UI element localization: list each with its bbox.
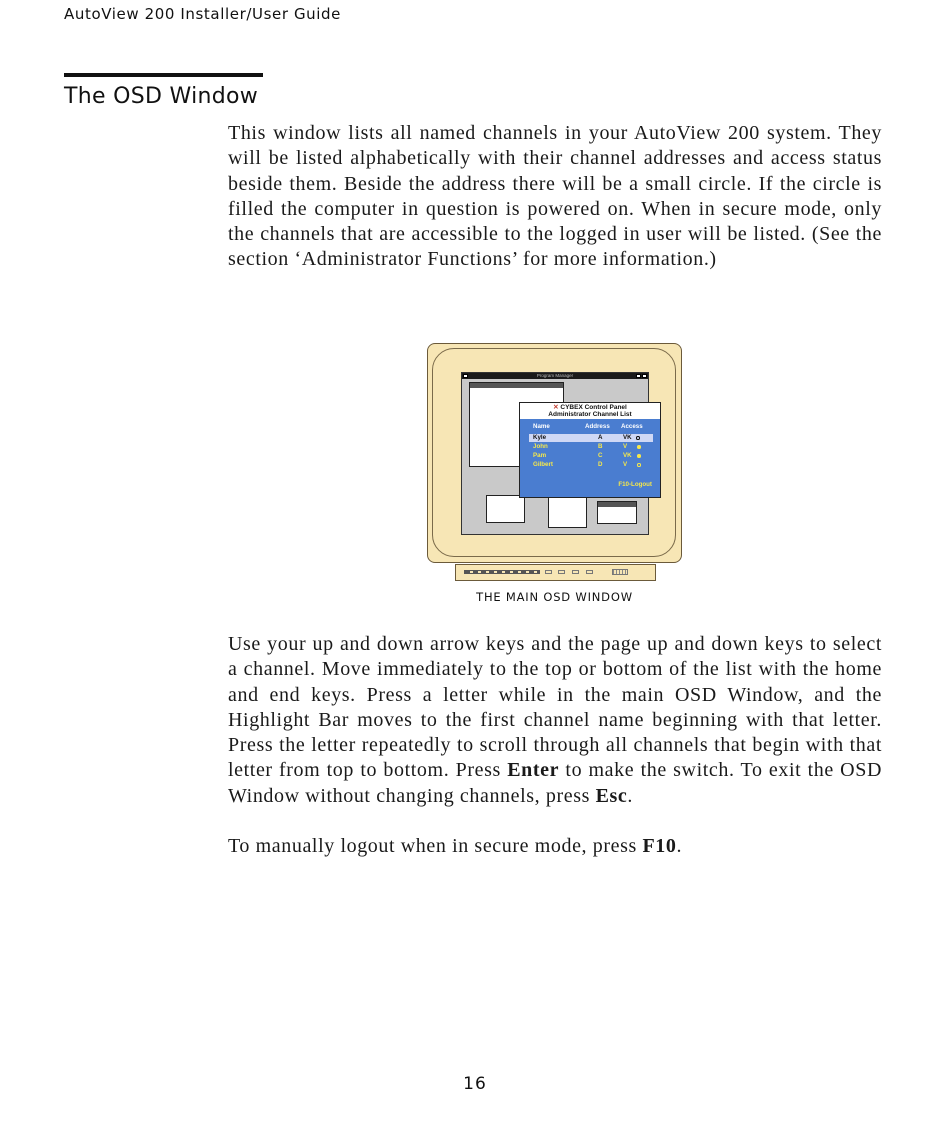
indicator-led [545,570,552,574]
channel-address: D [598,461,603,468]
cybex-logo-icon: ✕ [553,404,559,411]
indicator-led [572,570,579,574]
text-run: To manually logout when in secure mode, press [228,835,643,857]
panel-header [520,403,660,419]
channel-name: Gilbert [533,461,553,468]
channel-row[interactable] [520,461,660,469]
channel-access: VK [623,452,632,459]
background-window [486,495,525,523]
monitor-illustration [427,343,682,563]
monitor-screen [461,372,652,535]
power-on-icon [637,454,641,458]
panel-subtitle: Administrator Channel List [548,411,632,418]
indicator-led [586,570,593,574]
channel-row[interactable] [520,443,660,451]
logout-key-hint: F10-Logout [618,481,652,488]
channel-address: B [598,443,603,450]
channel-name: John [533,443,548,450]
text-run: . [627,784,633,807]
channel-address: A [598,434,603,441]
panel-title: CYBEX Control Panel [560,404,627,411]
monitor-base [455,564,656,581]
background-window [597,501,637,524]
text-run: Use your up and down arrow keys and the page up and down keys to select a channel. Move immediately to the top or bottom of the list with the home and end keys. Press a letter while in the main OSD Window, and the Highlight Bar moves to the first channel name beginning with that letter. Press the letter repeatedly to scroll through all channels that begin with that letter from top to bottom. Press [228,633,882,782]
key-f10: F10 [642,835,677,857]
column-header-name: Name [533,423,550,430]
navigation-paragraph [228,632,882,809]
channel-access: V [623,461,628,468]
running-header: AutoView 200 Installer/User Guide [64,5,341,23]
channel-name: Pam [533,452,547,459]
maximize-icon [642,374,647,378]
program-manager-titlebar [462,373,648,379]
window-menu-icon [463,374,468,378]
channel-name: Kyle [533,434,547,441]
channel-row[interactable] [520,452,660,460]
key-enter: Enter [507,759,560,782]
channel-access: V [623,443,628,450]
minimize-icon [636,374,641,378]
text-run: to make the switch. To exit the OSD Window without changing channels, press [228,759,882,807]
page-number: 16 [463,1074,487,1094]
logout-paragraph [228,834,882,859]
channel-row[interactable] [520,434,660,442]
power-off-icon [637,463,641,467]
vent-grille [612,569,628,575]
section-title: The OSD Window [64,84,259,109]
intro-paragraph: This window lists all named channels in your AutoView 200 system. They will be listed alphabetically with their channel addresses and access status beside them. Beside the address there will be a small circle. If the circle is filled the computer in question is powered on. When in secure mode, only the channels that are accessible to the logged in user will be listed. (See the section ‘Administrator Functions’ for more information.) [228,122,882,271]
column-header-access: Access [621,423,643,430]
text-run: . [676,835,683,857]
key-esc: Esc [595,784,628,807]
power-off-icon [636,436,640,440]
background-window [548,495,587,528]
channel-address: C [598,452,603,459]
channel-access: VK [623,434,632,441]
program-manager-title: Program Manager [536,373,574,378]
column-header-address: Address [585,423,610,430]
indicator-led [558,570,565,574]
power-on-icon [637,445,641,449]
drive-slot [464,570,540,574]
cybex-control-panel [519,402,661,498]
figure-caption: THE MAIN OSD WINDOW [476,590,633,604]
section-rule [64,73,263,77]
